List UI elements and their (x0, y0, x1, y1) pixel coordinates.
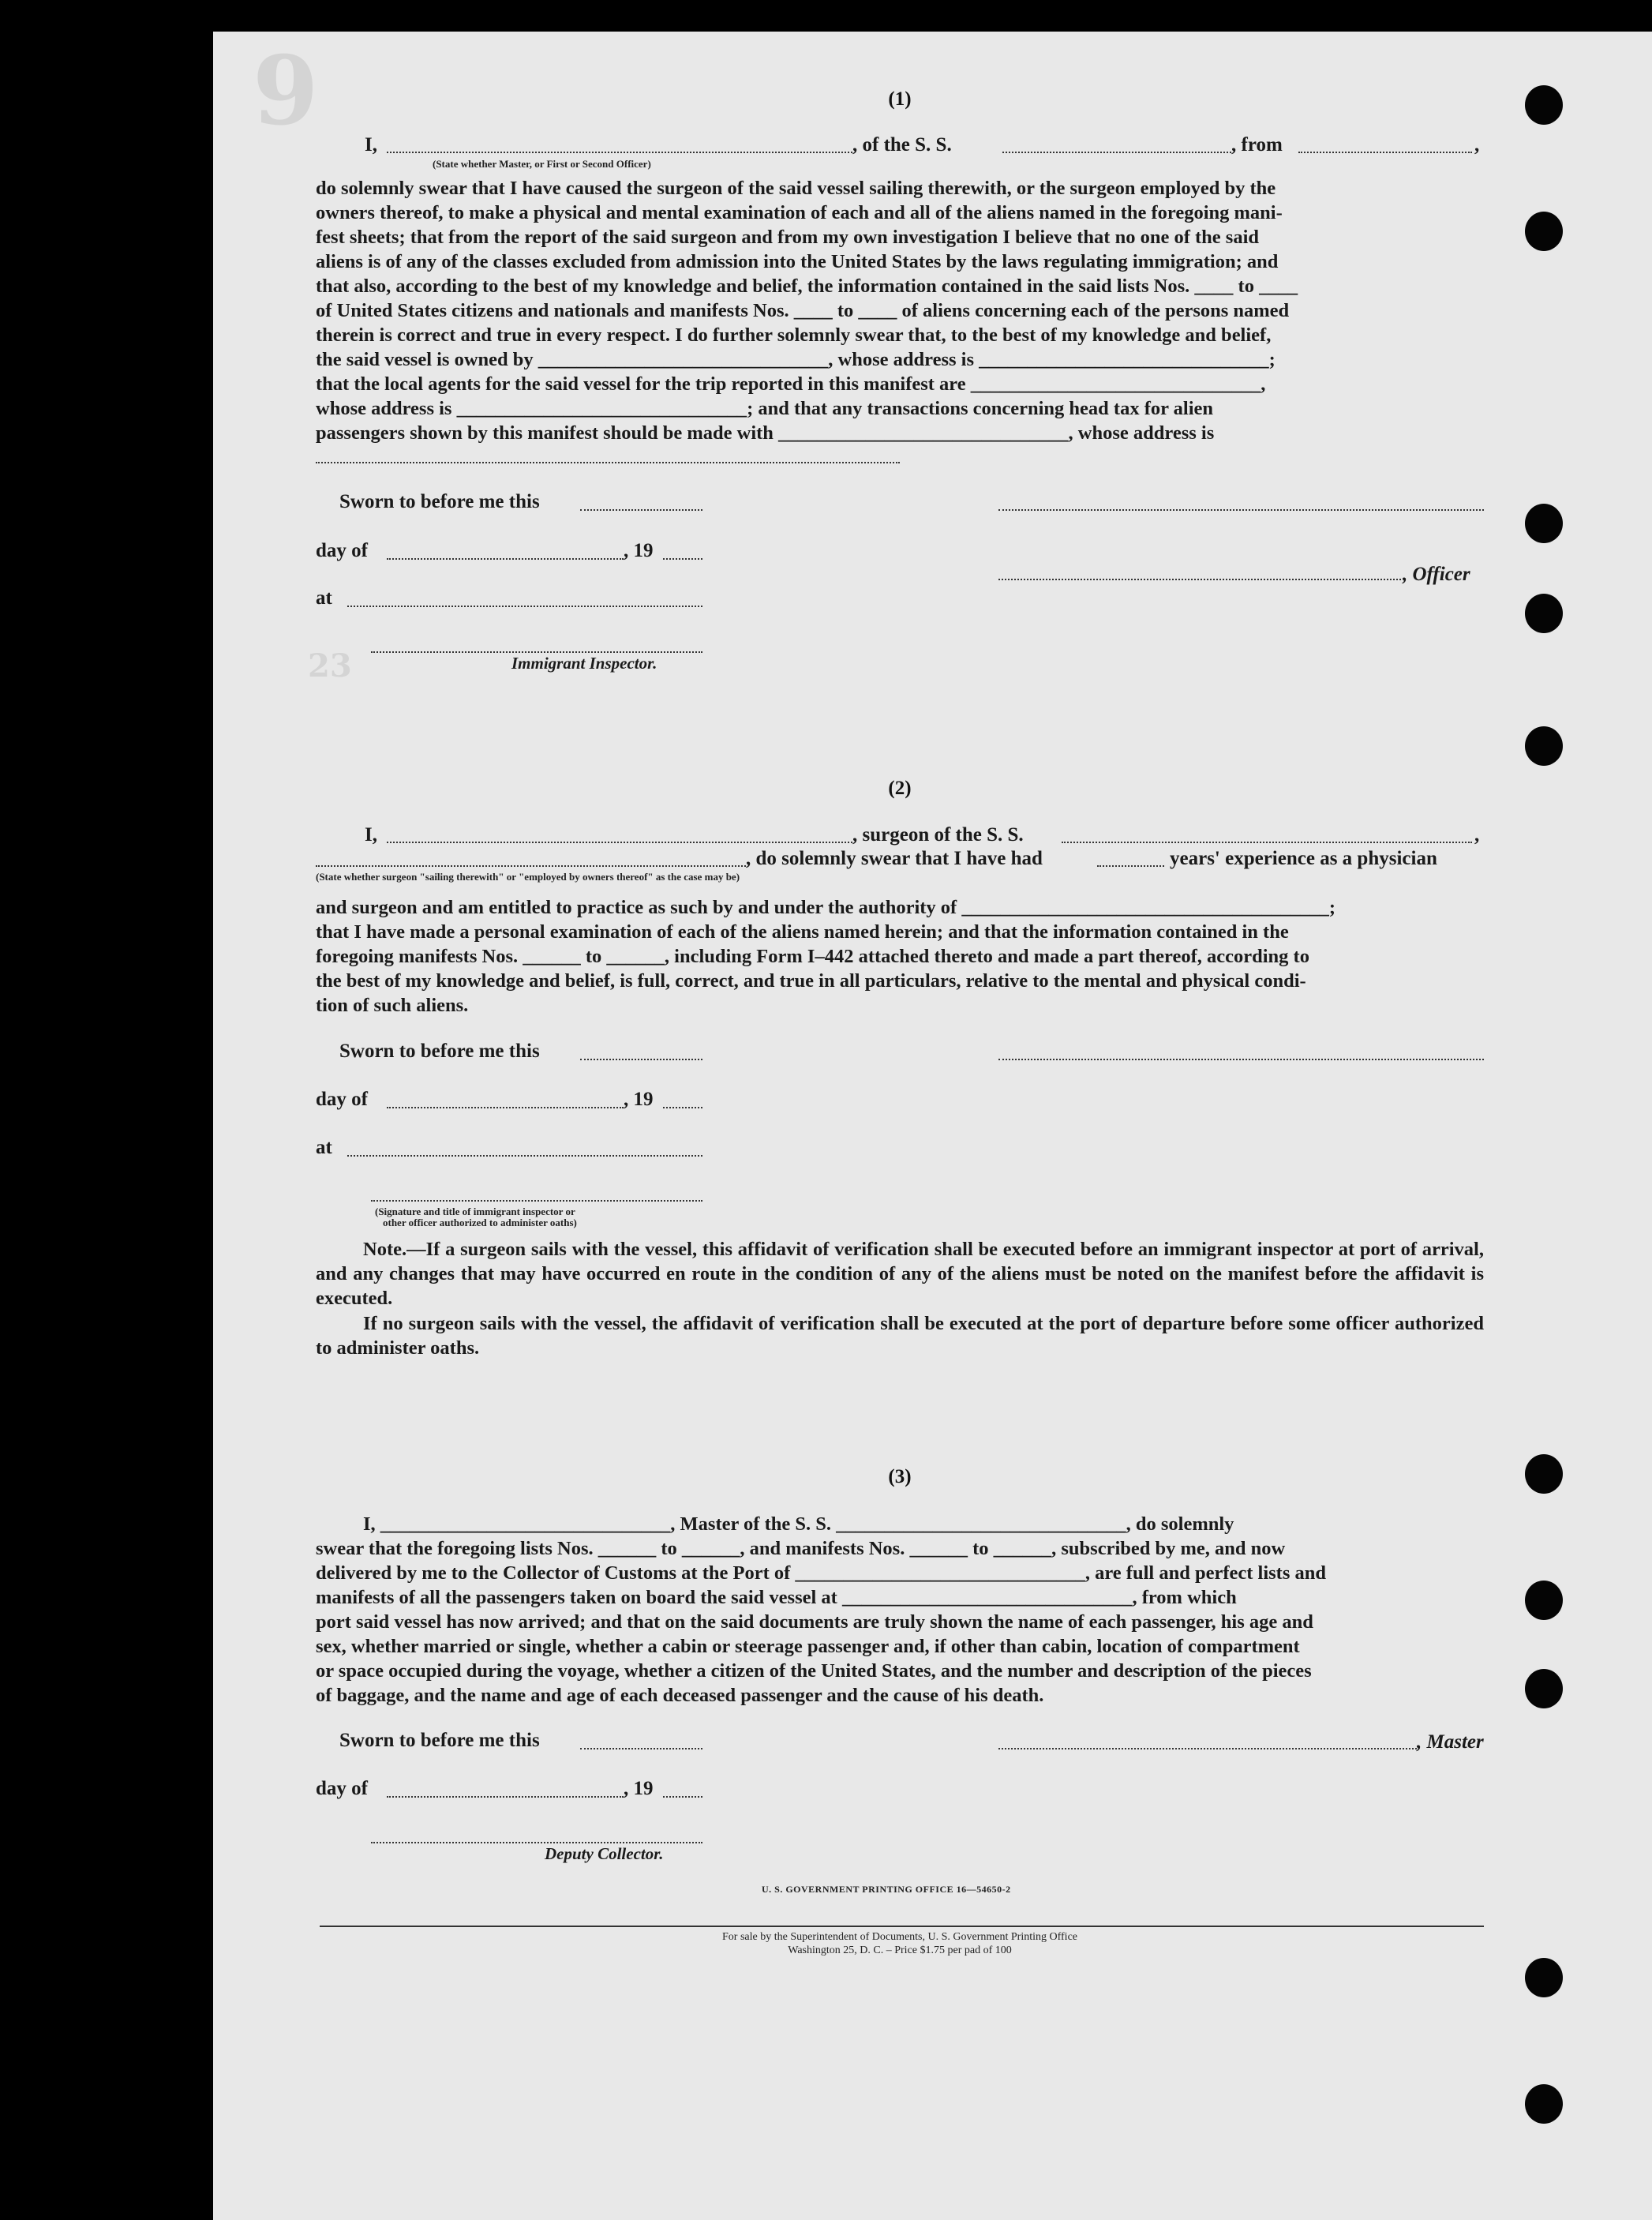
section-3-number: (3) (888, 1466, 912, 1487)
punch-hole (1525, 1669, 1563, 1708)
surgeon-of-ss-label: , surgeon of the S. S. (852, 824, 1024, 846)
oath-line: owners thereof, to make a physical and mental examination of each and all of the aliens named in the foregoing mani- (316, 202, 1283, 223)
punch-hole (1525, 1958, 1563, 1997)
of-ss-label: , of the S. S. (852, 134, 952, 156)
master-signature-field[interactable] (998, 1748, 1417, 1749)
year-prefix-label: , 19 (624, 540, 654, 561)
signature-hint-2: other officer authorized to administer oaths) (383, 1217, 577, 1228)
section-3 (316, 0, 1484, 1956)
sworn-label: Sworn to before me this (339, 1730, 540, 1751)
oath-line: sex, whether married or single, whether a cabin or steerage passenger and, if other than cabin, location of compartment (316, 1636, 1300, 1657)
year-prefix-label: , 19 (624, 1778, 654, 1799)
bleed-through-mark: 23 (308, 647, 352, 684)
master-officer-hint: (State whether Master, or First or Second Officer) (433, 158, 651, 170)
oath-line: the best of my knowledge and belief, is full, correct, and true in all particulars, relative to the mental and physical condi- (316, 970, 1306, 992)
note-paragraph-2: If no surgeon sails with the vessel, the affidavit of verification shall be executed at the port of departure before some officer authorized to administer oaths. (316, 1313, 1484, 1359)
deputy-collector-label: Deputy Collector. (545, 1844, 664, 1863)
oath-line: tion of such aliens. (316, 995, 469, 1016)
oath-line: that the local agents for the said vessel for the trip reported in this manifest are ______________________________, (316, 373, 1266, 395)
year-prefix-label: , 19 (624, 1089, 654, 1110)
day-of-label: day of (316, 1778, 368, 1799)
master-label: , Master (1417, 1731, 1484, 1753)
oath-line: therein is correct and true in every respect. I do further solemnly swear that, to the best of my knowledge and belief, (316, 324, 1272, 346)
oath-line: do solemnly swear that I have caused the surgeon of the said vessel sailing therewith, or the surgeon employed by the (316, 178, 1276, 199)
signature-hint-1: (Signature and title of immigrant inspector or (375, 1206, 575, 1217)
oath-line: I, ______________________________, Master of the S. S. ______________________________, do solemnly (363, 1513, 1234, 1535)
day-of-label: day of (316, 540, 368, 561)
oath-line: of United States citizens and nationals and manifests Nos. ____ to ____ of aliens concerning each of the persons named (316, 300, 1290, 321)
oath-line: and surgeon and am entitled to practice as such by and under the authority of ______________________________________; (316, 897, 1335, 918)
oath-line: fest sheets; that from the report of the said surgeon and from my own investigation I believe that no one of the said (316, 227, 1259, 248)
oath-line: whose address is ______________________________; and that any transactions concerning head tax for alien (316, 398, 1214, 419)
punch-hole (1525, 212, 1563, 251)
oath-line: or space occupied during the voyage, whether a citizen of the United States, and the number and description of the pieces (316, 1660, 1312, 1682)
at-label: at (316, 1137, 332, 1158)
surgeon-i-label: I, (365, 824, 377, 846)
sworn-day-field[interactable] (580, 1748, 702, 1749)
surgeon-swear-label: , do solemnly swear that I have had (746, 848, 1043, 869)
section-3-oath-text (316, 1512, 1484, 1708)
oath-line: aliens is of any of the classes excluded from admission into the United States by the laws regulating immigration; and (316, 251, 1279, 272)
punch-hole (1525, 726, 1563, 766)
oath-line: of baggage, and the name and age of each deceased passenger and the cause of his death. (316, 1685, 1044, 1706)
from-label: , from (1231, 134, 1283, 156)
section-2-number: (2) (888, 778, 912, 799)
oath-line: foregoing manifests Nos. ______ to ______, including Form I–442 attached thereto and made a part thereof, according to (316, 946, 1309, 967)
bleed-through-numeral: 9 (253, 36, 319, 147)
punch-hole (1525, 2084, 1563, 2124)
surgeon-status-hint: (State whether surgeon "sailing therewith" or "employed by owners thereof" as the case may be) (316, 871, 740, 883)
punch-hole (1525, 504, 1563, 543)
oath-line: the said vessel is owned by ______________________________, whose address is ______________________________; (316, 349, 1276, 370)
line1-comma: , (1474, 134, 1480, 156)
section-1-number: (1) (888, 88, 912, 110)
punch-hole (1525, 85, 1563, 125)
sworn-label: Sworn to before me this (339, 1041, 540, 1062)
sale-line-2: Washington 25, D. C. – Price $1.75 per pad of 100 (788, 1944, 1012, 1956)
oath-line: port said vessel has now arrived; and that on the said documents are truly shown the name of each passenger, his age and (316, 1611, 1313, 1633)
oath-line: that I have made a personal examination of each of the aliens named herein; and that the information contained in the (316, 921, 1289, 943)
years-experience-label: years' experience as a physician (1170, 848, 1437, 869)
note-paragraph-1: Note.—If a surgeon sails with the vessel, this affidavit of verification shall be executed before an immigrant inspector at port of arrival, and any changes that may have occurred en route in the condition of any of the aliens must be noted on the manifest before the affidavit is executed. (316, 1239, 1484, 1309)
oath-line: that also, according to the best of my knowledge and belief, the information contained in the said lists Nos. ____ to ____ (316, 276, 1298, 297)
officer-label: , Officer (1403, 564, 1470, 585)
punch-hole (1525, 594, 1563, 633)
at-label: at (316, 587, 332, 609)
oath-line: passengers shown by this manifest should be made with ______________________________, whose address is (316, 422, 1215, 444)
surgeon-line1-comma: , (1474, 824, 1480, 846)
footer-rule (320, 1926, 1484, 1927)
punch-hole (1525, 1581, 1563, 1620)
sworn-label: Sworn to before me this (339, 491, 540, 512)
oath-i-label: I, (365, 134, 377, 156)
oath-line: swear that the foregoing lists Nos. ______ to ______, and manifests Nos. ______ to ______, subscribed by me, and now (316, 1538, 1286, 1559)
printing-office-imprint: U. S. GOVERNMENT PRINTING OFFICE 16—54650-2 (762, 1884, 1011, 1895)
immigrant-inspector-label: Immigrant Inspector. (511, 654, 657, 673)
month-field[interactable] (387, 1796, 624, 1798)
sale-line-1: For sale by the Superintendent of Documents, U. S. Government Printing Office (722, 1931, 1077, 1943)
punch-hole (1525, 1454, 1563, 1494)
oath-line: manifests of all the passengers taken on board the said vessel at ______________________________, from which (316, 1587, 1237, 1608)
day-of-label: day of (316, 1089, 368, 1110)
collector-signature-field[interactable] (371, 1842, 702, 1843)
year-field[interactable] (663, 1796, 702, 1798)
oath-line: delivered by me to the Collector of Customs at the Port of ______________________________, are full and perfect lists and (316, 1562, 1326, 1584)
